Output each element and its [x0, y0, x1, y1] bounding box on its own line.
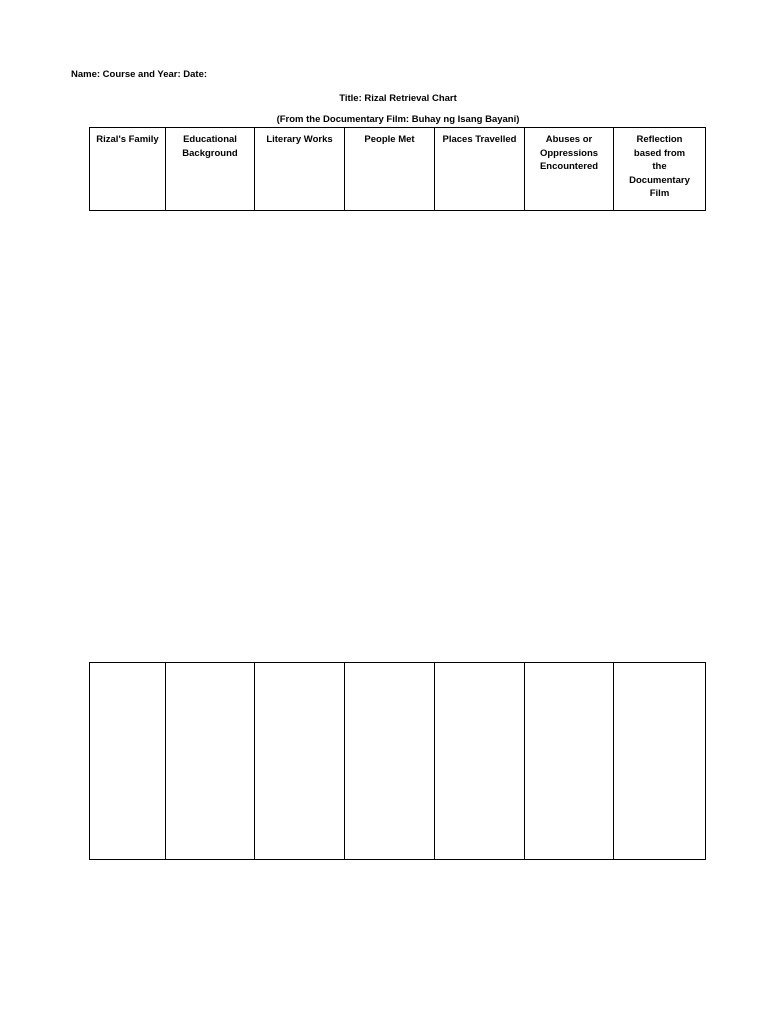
column-header-label: Rizal's Family — [96, 134, 159, 145]
column-header-rizals-family — [90, 128, 166, 211]
answer-cell-rizals-family[interactable] — [90, 663, 166, 860]
answer-cell-literary-works[interactable] — [255, 663, 345, 860]
column-header-label: Abuses or Oppressions Encountered — [539, 134, 599, 172]
retrieval-chart-header-table — [89, 127, 706, 211]
answer-row — [90, 663, 706, 860]
chart-title: Title: Rizal Retrieval Chart — [339, 93, 457, 104]
answer-cell-people-met[interactable] — [345, 663, 435, 860]
retrieval-chart-answer-table — [89, 662, 706, 860]
column-header-label: People Met — [364, 134, 415, 145]
column-header-label: Reflection based from the Documentary Film — [629, 134, 690, 199]
column-header-label: Literary Works — [266, 134, 333, 145]
student-info-line: Name: Course and Year: Date: — [71, 69, 208, 80]
chart-subtitle: (From the Documentary Film: Buhay ng Isang Bayani) — [276, 114, 520, 125]
column-header-label: Educational Background — [182, 134, 238, 159]
column-header-literary-works — [255, 128, 345, 211]
column-header-reflection — [614, 128, 706, 211]
answer-cell-places-travelled[interactable] — [435, 663, 525, 860]
column-header-educational-background — [166, 128, 255, 211]
answer-cell-educational-background[interactable] — [166, 663, 255, 860]
header-row — [90, 128, 706, 211]
column-header-label: Places Travelled — [442, 134, 517, 145]
column-header-places-travelled — [435, 128, 525, 211]
column-header-abuses-oppressions — [525, 128, 614, 211]
answer-cell-abuses-oppressions[interactable] — [525, 663, 614, 860]
column-header-people-met — [345, 128, 435, 211]
answer-cell-reflection[interactable] — [614, 663, 706, 860]
